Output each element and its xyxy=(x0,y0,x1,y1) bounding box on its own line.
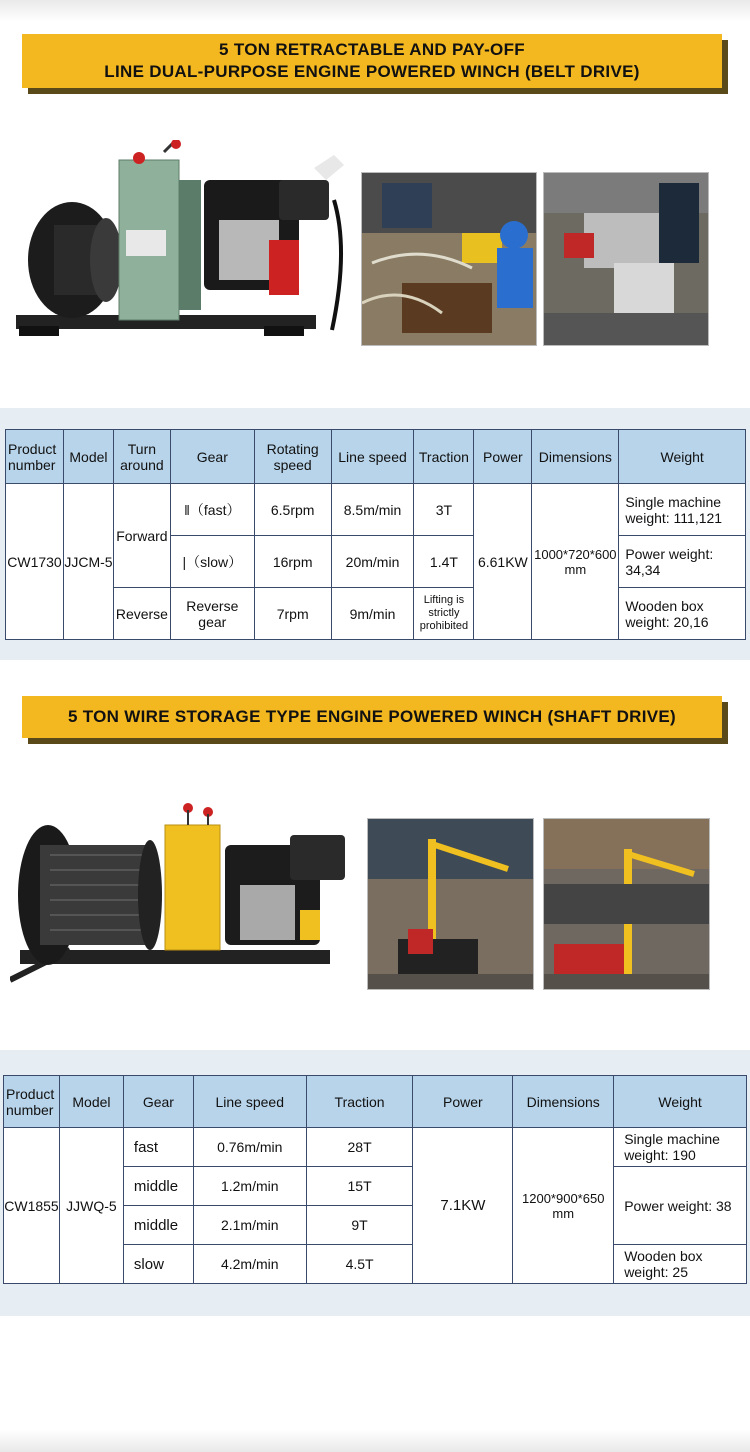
header-model: Model xyxy=(63,430,113,484)
traction-cell: 4.5T xyxy=(306,1245,413,1284)
line-speed-cell: 2.1m/min xyxy=(193,1206,306,1245)
header-product-number: Product number xyxy=(4,1076,60,1128)
power-cell: 7.1KW xyxy=(413,1128,513,1284)
header-line-speed: Line speed xyxy=(331,430,414,484)
line-speed-cell: 20m/min xyxy=(331,536,414,588)
header-gear: Gear xyxy=(123,1076,193,1128)
turn-reverse-cell: Reverse xyxy=(113,588,170,640)
header-dimensions: Dimensions xyxy=(532,430,619,484)
workshop-photo-2 xyxy=(543,818,710,990)
header-weight: Weight xyxy=(614,1076,747,1128)
workshop-photo-1 xyxy=(367,818,534,990)
belt-winch-product-image xyxy=(14,140,354,345)
header-product-number: Product number xyxy=(6,430,64,484)
line-speed-cell: 4.2m/min xyxy=(193,1245,306,1284)
rotating-speed-cell: 7rpm xyxy=(254,588,331,640)
site-photo-1 xyxy=(361,172,537,346)
header-power: Power xyxy=(474,430,532,484)
weight-cell: Wooden box weight: 25 xyxy=(614,1245,747,1284)
header-dimensions: Dimensions xyxy=(513,1076,614,1128)
product-number-cell: CW1855 xyxy=(4,1128,60,1284)
header-traction: Traction xyxy=(306,1076,413,1128)
weight-cell: Single machine weight: 111,121 xyxy=(619,484,746,536)
line-speed-cell: 1.2m/min xyxy=(193,1167,306,1206)
traction-cell: 1.4T xyxy=(414,536,474,588)
gear-cell: slow xyxy=(123,1245,193,1284)
site-photo-2 xyxy=(543,172,709,346)
header-model: Model xyxy=(59,1076,123,1128)
section1-title-line1: 5 TON RETRACTABLE AND PAY-OFF xyxy=(219,40,525,59)
top-band xyxy=(0,0,750,22)
rotating-speed-cell: 16rpm xyxy=(254,536,331,588)
gear-cell: middle xyxy=(123,1167,193,1206)
header-rotating-speed: Rotating speed xyxy=(254,430,331,484)
line-speed-cell: 8.5m/min xyxy=(331,484,414,536)
model-cell: JJWQ-5 xyxy=(59,1128,123,1284)
section1-banner xyxy=(22,34,722,88)
product-number-cell: CW1730 xyxy=(6,484,64,640)
weight-cell: Single machine weight: 190 xyxy=(614,1128,747,1167)
traction-cell: 3T xyxy=(414,484,474,536)
turn-forward-cell: Forward xyxy=(113,484,170,588)
model-cell: JJCM-5 xyxy=(63,484,113,640)
rotating-speed-cell: 6.5rpm xyxy=(254,484,331,536)
section1-title-line2: LINE DUAL-PURPOSE ENGINE POWERED WINCH (BELT DRIVE) xyxy=(104,62,640,81)
gear-cell: ‖（fast） xyxy=(170,484,254,536)
section1-spec-table xyxy=(5,429,746,640)
section2-banner xyxy=(22,696,722,738)
header-turn-around: Turn around xyxy=(113,430,170,484)
line-speed-cell: 0.76m/min xyxy=(193,1128,306,1167)
section2-title: 5 TON WIRE STORAGE TYPE ENGINE POWERED WINCH (SHAFT DRIVE) xyxy=(67,707,677,726)
line-speed-cell: 9m/min xyxy=(331,588,414,640)
weight-cell: Power weight: 34,34 xyxy=(619,536,746,588)
section2-spec-table xyxy=(3,1075,747,1284)
weight-cell: Wooden box weight: 20,16 xyxy=(619,588,746,640)
gear-cell: Reverse gear xyxy=(170,588,254,640)
dimensions-cell: 1200*900*650 mm xyxy=(513,1128,614,1284)
header-weight: Weight xyxy=(619,430,746,484)
header-line-speed: Line speed xyxy=(193,1076,306,1128)
traction-cell: 28T xyxy=(306,1128,413,1167)
dimensions-cell: 1000*720*600 mm xyxy=(532,484,619,640)
shaft-winch-product-image xyxy=(10,800,362,990)
traction-cell: 15T xyxy=(306,1167,413,1206)
bottom-band xyxy=(0,1430,750,1452)
gear-cell: |（slow） xyxy=(170,536,254,588)
traction-cell: 9T xyxy=(306,1206,413,1245)
gear-cell: middle xyxy=(123,1206,193,1245)
header-power: Power xyxy=(413,1076,513,1128)
traction-cell: Lifting is strictly prohibited xyxy=(414,588,474,640)
header-gear: Gear xyxy=(170,430,254,484)
weight-cell: Power weight: 38 xyxy=(614,1167,747,1245)
gear-cell: fast xyxy=(123,1128,193,1167)
power-cell: 6.61KW xyxy=(474,484,532,640)
header-traction: Traction xyxy=(414,430,474,484)
